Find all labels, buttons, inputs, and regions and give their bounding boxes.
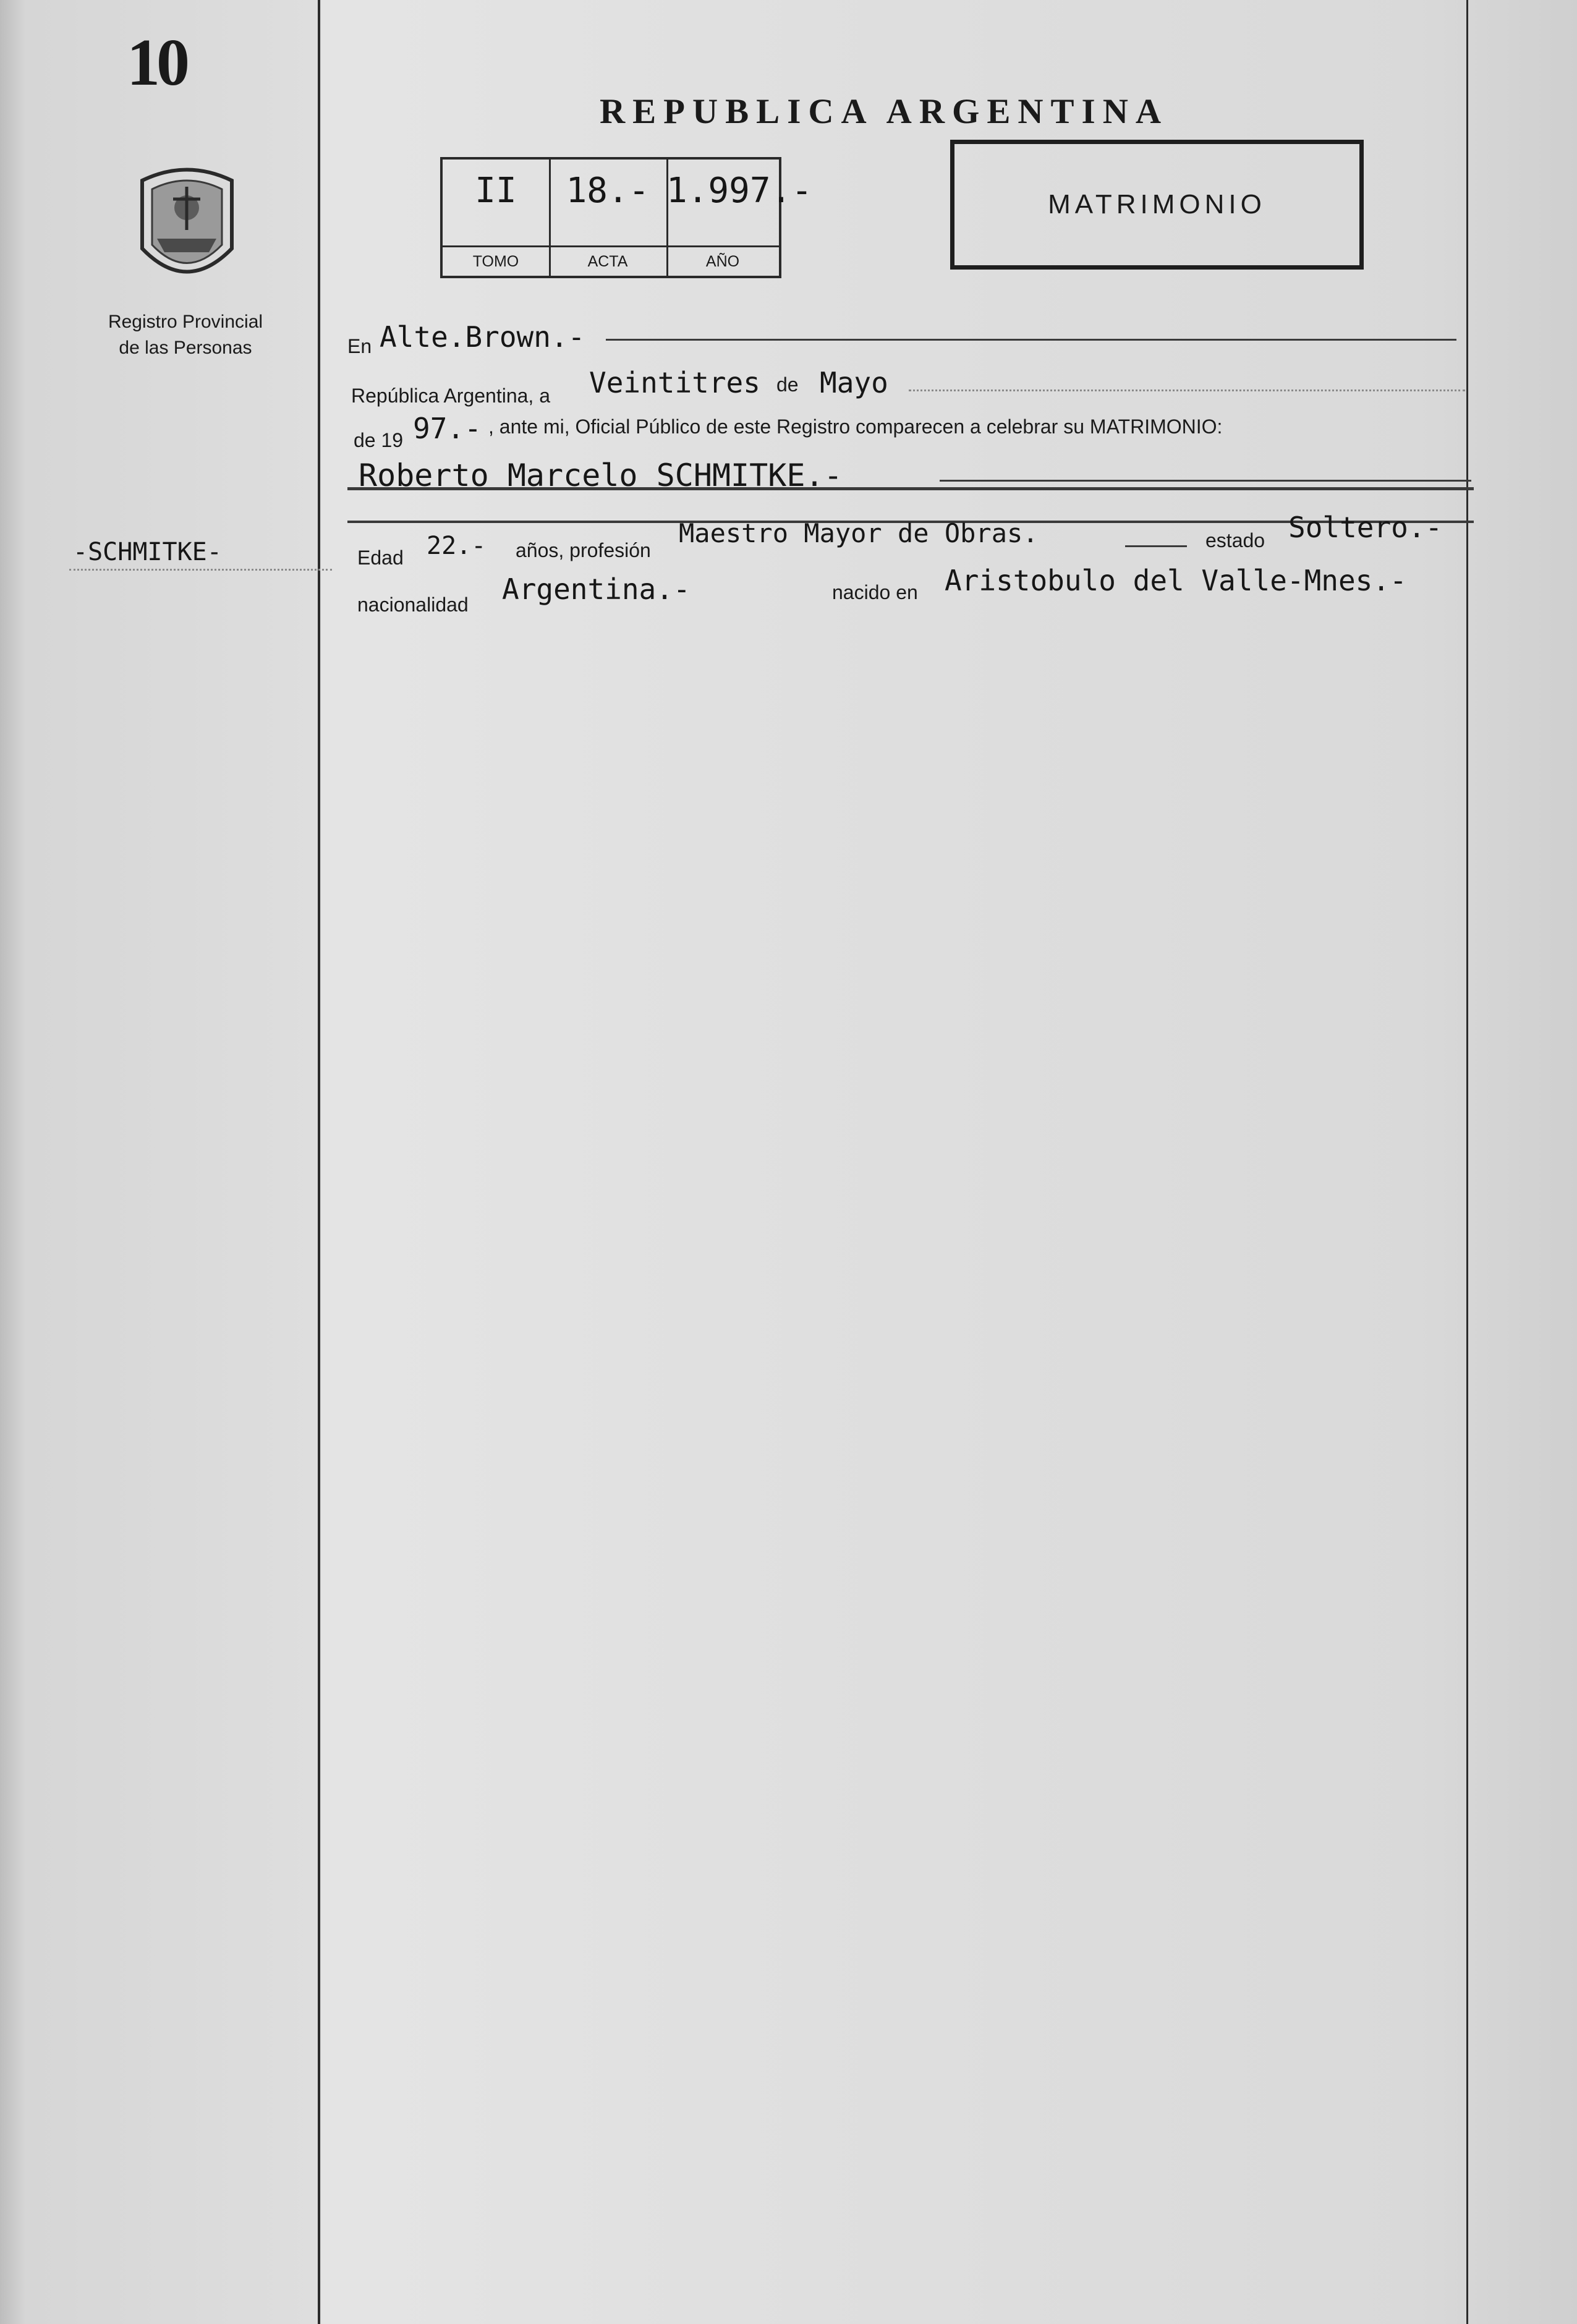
edad-value: 22.- — [427, 532, 487, 560]
tomo-value: II — [475, 171, 517, 211]
profesion-line — [1125, 545, 1187, 547]
day-value: Veintitres — [589, 366, 760, 399]
estado-label: estado — [1205, 529, 1265, 551]
ano-cell — [666, 160, 813, 276]
groom-full-name: Roberto Marcelo SCHMITKE.- — [359, 458, 843, 493]
de19-label: de 19 — [354, 429, 404, 451]
nacido-value: Aristobulo del Valle-Mnes.- — [945, 564, 1407, 597]
matrimonio-label: MATRIMONIO — [1048, 189, 1266, 219]
margin-groom-surname: -SCHMITKE- — [73, 538, 222, 566]
nacionalidad-value: Argentina.- — [502, 572, 691, 606]
edad-label: Edad — [357, 547, 404, 569]
right-rule — [1466, 0, 1468, 2324]
acta-value: 18.- — [566, 171, 650, 211]
month-line — [909, 389, 1465, 391]
provincial-seal-icon — [130, 162, 244, 292]
de-label: de — [776, 373, 799, 396]
book-reference-box — [440, 157, 813, 278]
month-value: Mayo — [820, 366, 888, 399]
nacido-label: nacido en — [832, 581, 918, 603]
margin-rule — [318, 0, 320, 2324]
ano-value: 1.997.- — [666, 171, 813, 211]
matrimonio-box — [950, 140, 1364, 270]
margin-line — [69, 569, 332, 571]
anos-profesion-label: años, profesión — [516, 539, 651, 561]
tomo-label: TOMO — [443, 245, 549, 276]
registro-line-1: Registro Provincial — [108, 312, 263, 332]
registro-label — [68, 309, 303, 361]
profesion-value: Maestro Mayor de Obras. — [679, 518, 1039, 548]
tomo-cell — [443, 160, 551, 276]
year-value: 97.- — [413, 412, 482, 445]
acta-cell — [549, 160, 668, 276]
estado-value: Soltero.- — [1288, 511, 1443, 544]
rep-arg-label: República Argentina, a — [351, 385, 550, 407]
ano-label: AÑO — [666, 245, 779, 276]
nacionalidad-label: nacionalidad — [357, 594, 469, 616]
acta-label: ACTA — [549, 245, 666, 276]
en-value: Alte.Brown.- — [380, 320, 585, 354]
en-label: En — [347, 335, 372, 357]
document-title: REPUBLICA ARGENTINA — [600, 92, 1169, 131]
groom-name-line — [940, 480, 1471, 482]
folio-number: 10 — [127, 26, 186, 100]
ante-mi-text: , ante mi, Oficial Público de este Registro comparecen a celebrar su MATRIMONIO: — [488, 415, 1223, 438]
en-line — [606, 339, 1456, 341]
registro-line-2: de las Personas — [119, 338, 252, 358]
